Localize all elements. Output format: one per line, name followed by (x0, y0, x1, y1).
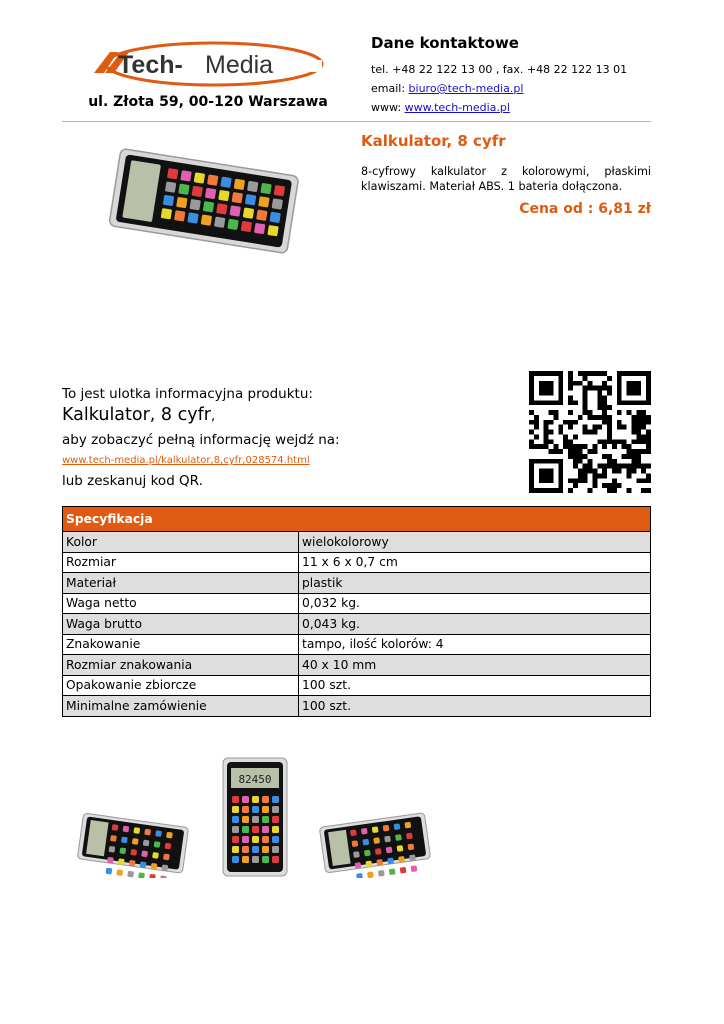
www-label: www: (371, 101, 405, 114)
spec-row (63, 696, 651, 717)
flyer-product-name (62, 403, 462, 429)
spec-key: Znakowanie (63, 634, 299, 655)
www-link[interactable]: www.tech-media.pl (404, 101, 510, 114)
email-label: email: (371, 82, 409, 95)
spec-row (63, 532, 651, 553)
contact-email-line (371, 79, 671, 98)
logo-text-media: Media (205, 51, 274, 79)
spec-key: Kolor (63, 532, 299, 553)
header-divider (62, 121, 651, 122)
flyer-comma: , (210, 409, 216, 424)
contact-phone-fax: tel. +48 22 122 13 00 , fax. +48 22 122 13 01 (371, 63, 628, 76)
svg-text:82450: 82450 (238, 773, 272, 786)
spec-value: 0,032 kg. (299, 593, 651, 614)
spec-value: plastik (299, 573, 651, 594)
flyer-product-link[interactable]: www.tech-media.pl/kalkulator,8,cyfr,028574.html (62, 455, 310, 466)
spec-value: 0,043 kg. (299, 614, 651, 635)
logo-text-tech: Tech- (118, 51, 183, 79)
spec-key: Waga brutto (63, 614, 299, 635)
spec-key: Waga netto (63, 593, 299, 614)
flyer-product-name-text: Kalkulator, 8 cyfr (62, 405, 211, 425)
spec-value: 40 x 10 mm (299, 655, 651, 676)
spec-row (63, 573, 651, 594)
product-thumb-1 (74, 808, 190, 878)
product-main-image (106, 144, 302, 256)
spec-key: Rozmiar (63, 552, 299, 573)
spec-row (63, 675, 651, 696)
spec-row (63, 552, 651, 573)
spec-key: Materiał (63, 573, 299, 594)
spec-header: Specyfikacja (63, 507, 651, 532)
product-title: Kalkulator, 8 cyfr (361, 132, 506, 150)
spec-row (63, 614, 651, 635)
flyer-scan-hint: lub zeskanuj kod QR. (62, 473, 203, 489)
product-description: 8-cyfrowy kalkulator z kolorowymi, płaskimi klawiszami. Materiał ABS. 1 bateria dołączona. (361, 165, 651, 193)
contact-block (371, 34, 671, 117)
product-thumb-2 (220, 756, 290, 878)
spec-value: 100 szt. (299, 675, 651, 696)
flyer-info (62, 385, 462, 491)
spec-key: Minimalne zamówienie (63, 696, 299, 717)
spec-row (63, 655, 651, 676)
company-address: ul. Złota 59, 00-120 Warszawa (88, 94, 328, 110)
spec-row (63, 593, 651, 614)
spec-row (63, 634, 651, 655)
spec-value: wielokolorowy (299, 532, 651, 553)
qr-code (529, 371, 651, 493)
spec-table (62, 506, 651, 717)
spec-key: Rozmiar znakowania (63, 655, 299, 676)
flyer-intro: To jest ulotka informacyjna produktu: (62, 386, 313, 402)
product-thumb-3 (316, 808, 432, 878)
spec-value: 100 szt. (299, 696, 651, 717)
email-link[interactable]: biuro@tech-media.pl (408, 82, 524, 95)
flyer-see-more: aby zobaczyć pełną informację wejdź na: (62, 432, 340, 448)
contact-www-line (371, 98, 671, 117)
tech-media-logo (92, 40, 324, 90)
spec-key: Opakowanie zbiorcze (63, 675, 299, 696)
product-price: Cena od : 6,81 zł (519, 201, 651, 217)
contact-heading: Dane kontaktowe (371, 34, 519, 52)
spec-value: tampo, ilość kolorów: 4 (299, 634, 651, 655)
spec-value: 11 x 6 x 0,7 cm (299, 552, 651, 573)
